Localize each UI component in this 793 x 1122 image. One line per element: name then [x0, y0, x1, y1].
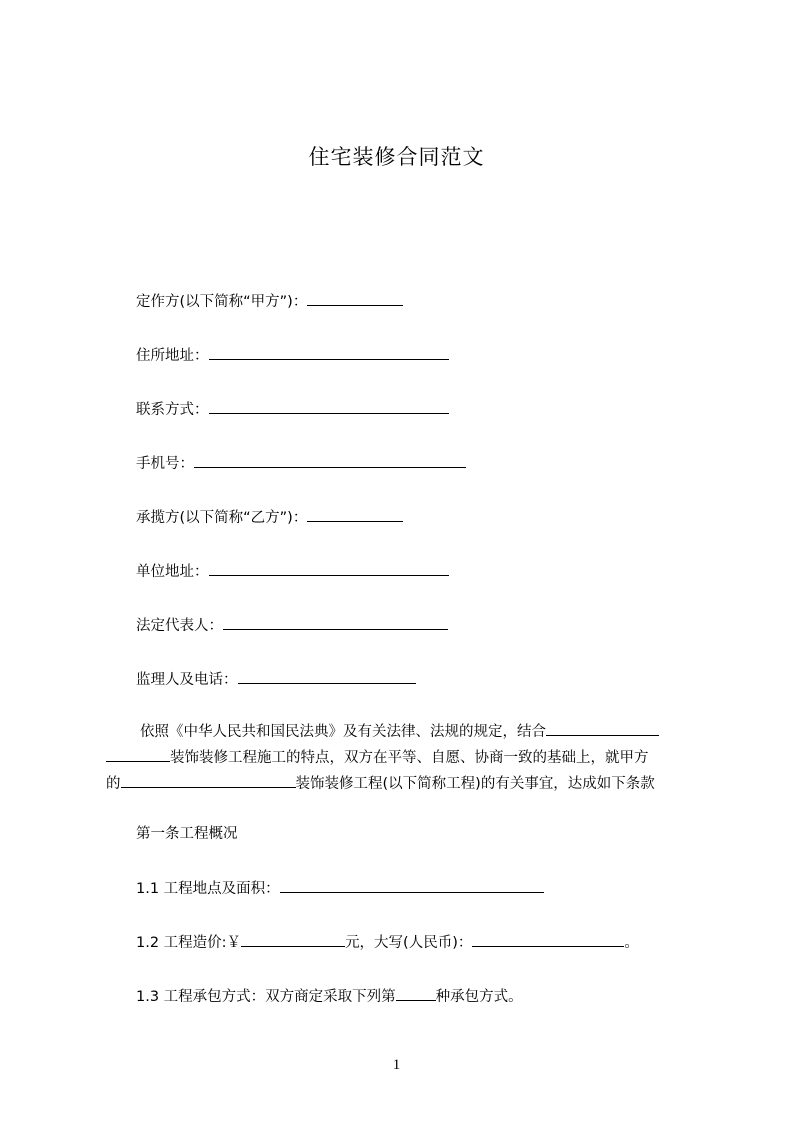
legal-rep-line — [136, 614, 448, 637]
item-1-2-text: 元，大写(人民币)： — [345, 935, 473, 951]
mobile-blank — [194, 452, 466, 468]
address-line — [136, 344, 449, 367]
item-1-1-label: 1.1 工程地点及面积： — [136, 881, 280, 897]
address-blank — [209, 344, 449, 360]
supervisor-blank — [238, 668, 416, 684]
mobile-line — [136, 452, 466, 475]
paragraph-line-2 — [106, 746, 649, 769]
unit-address-line — [136, 560, 449, 583]
item-1-1-blank — [280, 877, 544, 893]
item-1-3-blank — [396, 985, 436, 1001]
paragraph-text-2: 装饰装修工程施工的特点，双方在平等、自愿、协商一致的基础上，就甲方 — [170, 750, 649, 766]
supervisor-label: 监理人及电话： — [136, 672, 238, 688]
item-1-2-amount-blank — [241, 931, 345, 947]
paragraph-text-1: 依照《中华人民共和国民法典》及有关法律、法规的规定，结合 — [140, 724, 546, 740]
item-1-2-words-blank — [472, 931, 624, 947]
address-label: 住所地址： — [136, 348, 209, 364]
paragraph-blank-3 — [121, 772, 296, 788]
party-a-line — [136, 290, 403, 313]
document-title: 住宅装修合同范文 — [308, 145, 485, 169]
item-1-3-text: 种承包方式。 — [435, 989, 523, 1005]
supervisor-line — [136, 668, 416, 691]
item-1-1-line — [136, 877, 544, 900]
item-1-2-end: 。 — [624, 935, 639, 951]
unit-address-label: 单位地址： — [136, 564, 209, 580]
party-b-label: 承揽方(以下简称“乙方”)： — [136, 510, 308, 526]
paragraph-blank-1 — [546, 720, 659, 736]
paragraph-text-3a: 的 — [106, 776, 121, 792]
party-b-line — [136, 506, 403, 529]
mobile-label: 手机号： — [136, 456, 194, 472]
paragraph-blank-2 — [106, 746, 170, 762]
party-b-blank — [307, 506, 403, 522]
party-a-blank — [307, 290, 403, 306]
contact-line — [136, 398, 449, 421]
paragraph-line-3 — [106, 772, 655, 795]
contact-blank — [209, 398, 449, 414]
contact-label: 联系方式： — [136, 402, 209, 418]
item-1-2-label: 1.2 工程造价:￥ — [136, 935, 242, 951]
item-1-2-line — [136, 931, 639, 954]
item-1-3-label: 1.3 工程承包方式：双方商定采取下列第 — [136, 989, 396, 1005]
paragraph-text-3b: 装饰装修工程(以下简称工程)的有关事宜，达成如下条款 — [295, 776, 655, 792]
unit-address-blank — [209, 560, 449, 576]
page-number: 1 — [392, 1057, 401, 1073]
legal-rep-label: 法定代表人： — [136, 618, 223, 634]
paragraph-line-1 — [140, 720, 659, 743]
party-a-label: 定作方(以下简称“甲方”)： — [136, 294, 308, 310]
article-1-heading: 第一条工程概况 — [136, 826, 238, 842]
legal-rep-blank — [223, 614, 448, 630]
item-1-3-line — [136, 985, 523, 1008]
